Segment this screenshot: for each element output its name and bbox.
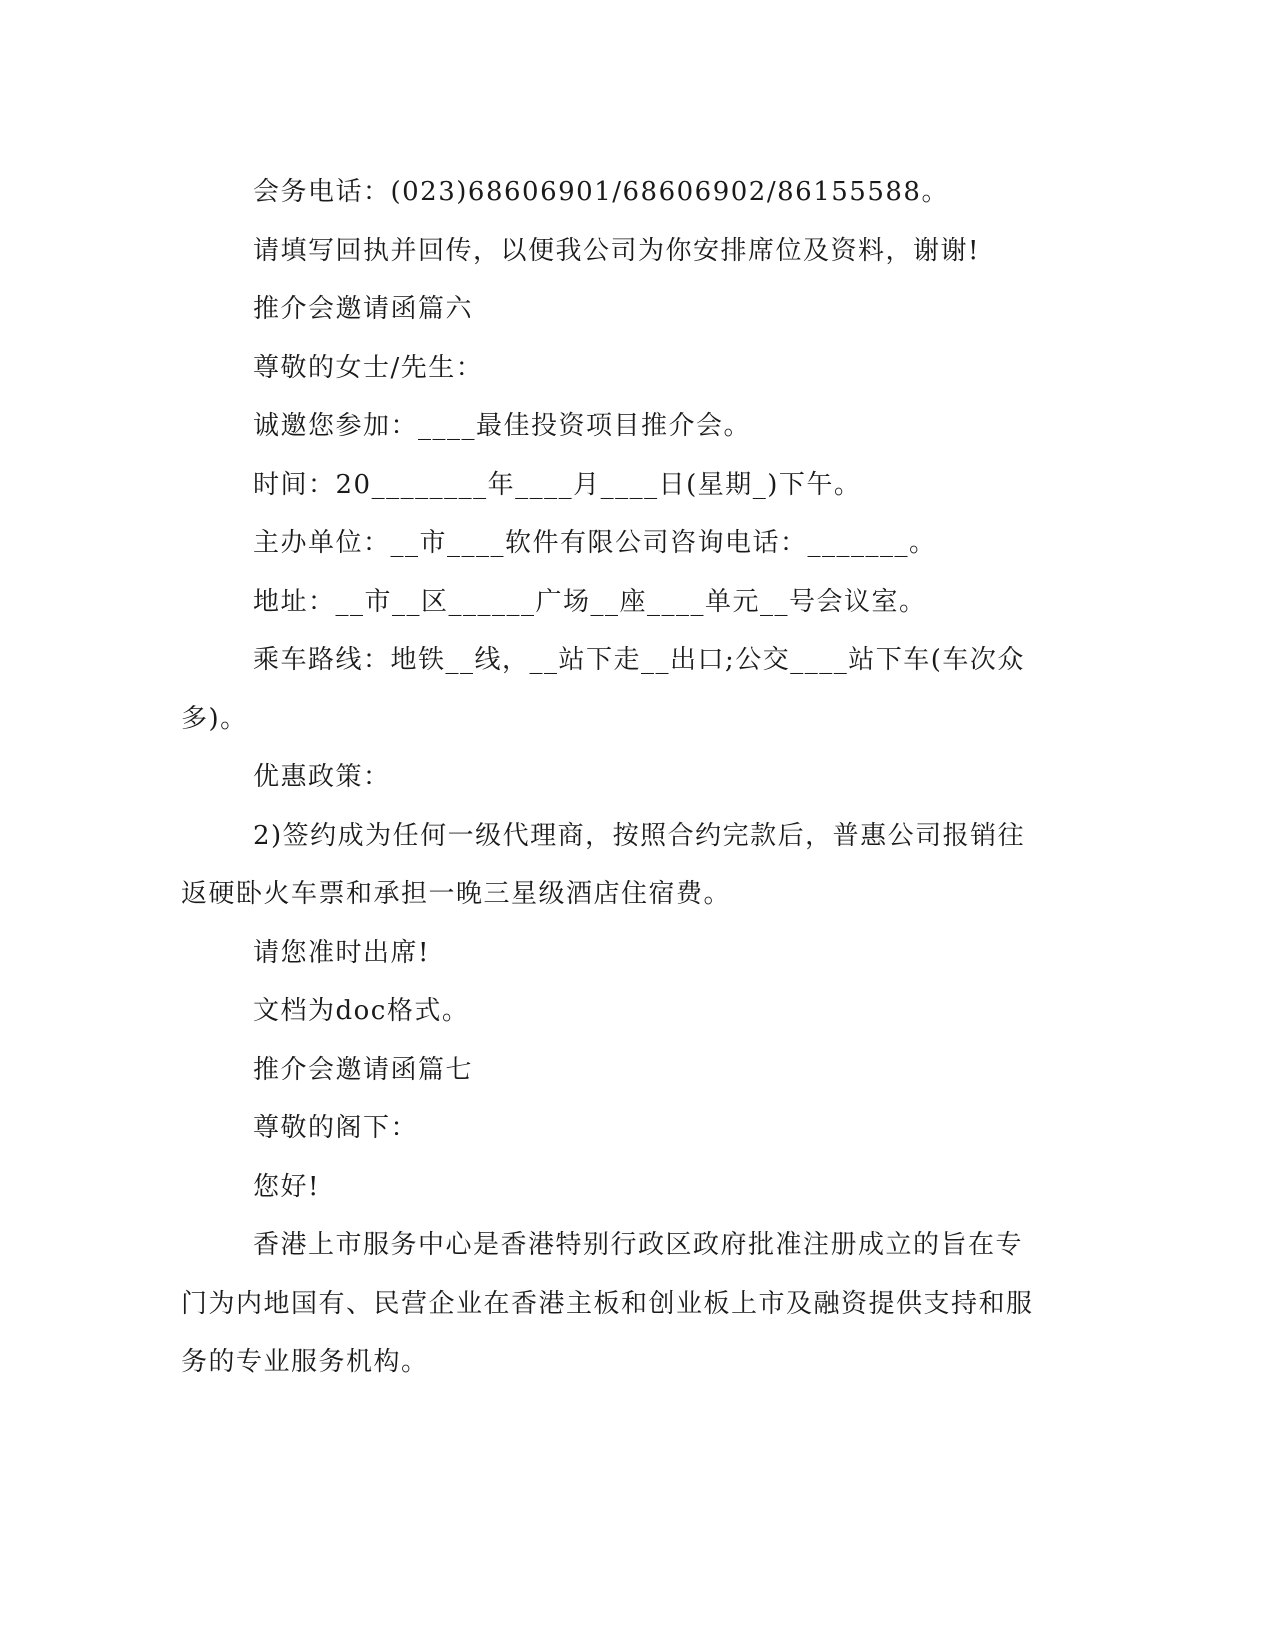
section-heading-7: 推介会邀请函篇七 bbox=[253, 1054, 474, 1085]
service-center-paragraph: 香港上市服务中心是香港特别行政区政府批准注册成立的旨在专门为内地国有、民营企业在香港主板和创业板上市及融资提供支持和服务的专业服务机构。 bbox=[181, 1230, 1034, 1377]
policy-item-2: 2)签约成为任何一级代理商，按照合约完款后，普惠公司报销往返硬卧火车票和承担一晚三星级酒店住宿费。 bbox=[181, 820, 1026, 909]
route-paragraph: 乘车路线：地铁__线，__站下走__出口;公交____站下车(车次众多)。 bbox=[181, 645, 1025, 734]
meeting-phone-line: 会务电话：(023)68606901/68606902/86155588。 bbox=[253, 177, 949, 207]
policy-heading: 优惠政策： bbox=[253, 762, 391, 792]
reply-request-line: 请填写回执并回传，以便我公司为你安排席位及资料，谢谢! bbox=[253, 235, 980, 266]
salutation-line-2: 尊敬的阁下： bbox=[253, 1113, 419, 1143]
document-body bbox=[181, 163, 1041, 1392]
invitation-line: 诚邀您参加：____最佳投资项目推介会。 bbox=[253, 411, 752, 441]
salutation-line: 尊敬的女士/先生： bbox=[253, 352, 484, 383]
organizer-line: 主办单位：__市____软件有限公司咨询电话：_______。 bbox=[253, 528, 937, 558]
address-line: 地址：__市__区______广场__座____单元__号会议室。 bbox=[253, 586, 927, 617]
format-note: 文档为doc格式。 bbox=[253, 996, 470, 1026]
greeting-line: 您好! bbox=[253, 1171, 320, 1202]
time-line: 时间：20________年____月____日(星期_)下午。 bbox=[253, 469, 862, 500]
section-heading-6: 推介会邀请函篇六 bbox=[253, 294, 474, 324]
attendance-request: 请您准时出席! bbox=[253, 937, 430, 968]
